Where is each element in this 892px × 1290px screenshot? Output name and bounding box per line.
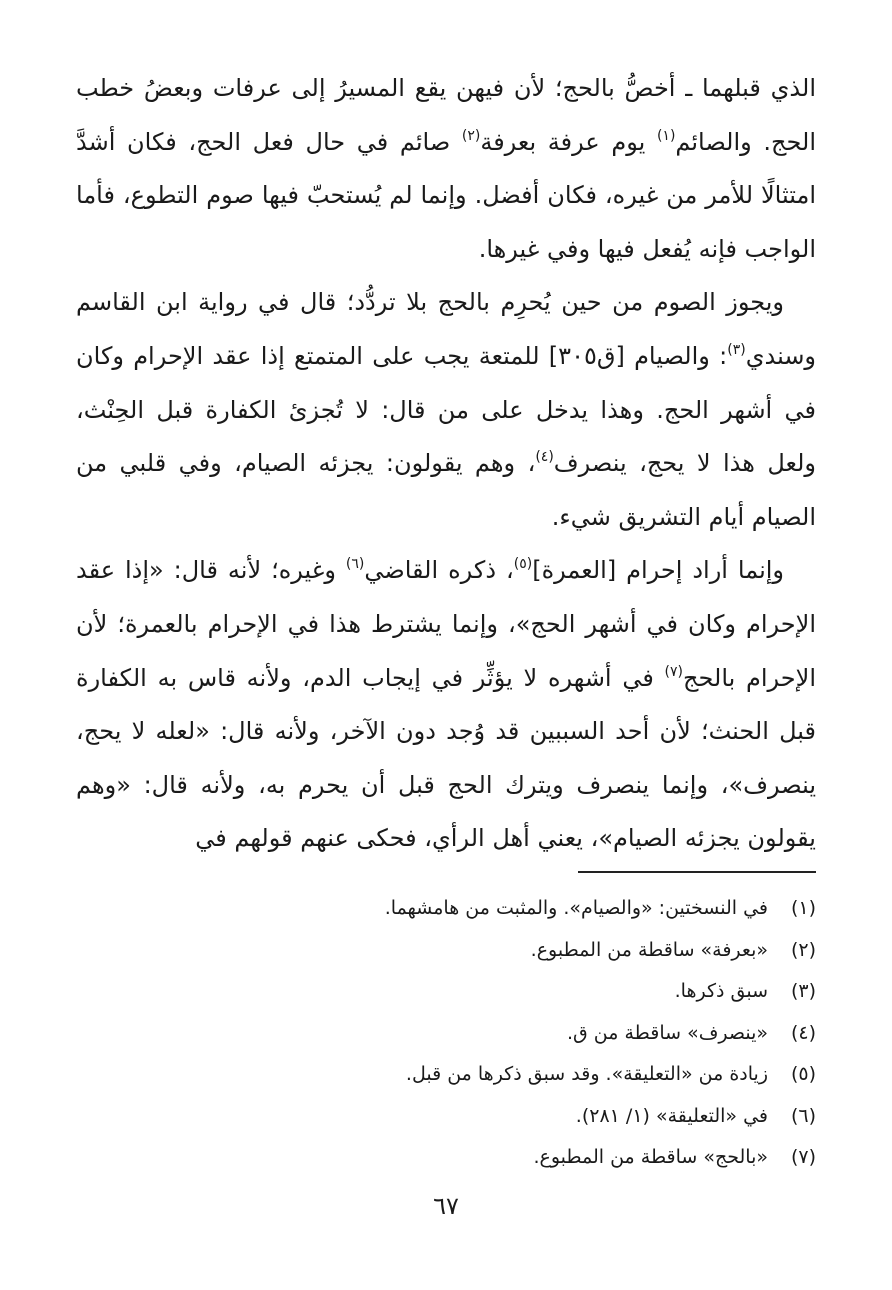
footnote-item (100, 888, 816, 930)
text-run: ويجوز الصوم من حين يُحرِم بالحج بلا تردُّد؛ قال في رواية ابن القاسم وسندي (76, 288, 817, 370)
footnotes-list (100, 888, 816, 1179)
footnote-item (100, 971, 816, 1013)
text-run: ، ذكره القاضي (364, 556, 514, 585)
footnote-ref: (٢) (461, 127, 481, 144)
footnote-ref: (٥) (513, 556, 533, 573)
footnote-text: «ينصرف» ساقطة من ق. (566, 1021, 768, 1044)
text-run: ، وهم يقولون: يجزئه الصيام، وفي قلبي من الصيام أيام التشريق شيء. (76, 449, 816, 531)
footnote-item (100, 1137, 816, 1179)
page-number: ٦٧ (433, 1192, 459, 1220)
text-run: صائم في حال فعل الحج، فكان أشدَّ امتثالًا للأمر من غيره، فكان أفضل. وإنما لم يُستحبّ فيها صوم التطوع، فأما الواجب فإنه يُفعل فيها وفي غيرها. (76, 127, 816, 263)
footnote-separator (578, 871, 816, 873)
text-run: في أشهره لا يؤثِّر في إيجاب الدم، ولأنه قاس به الكفارة قبل الحنث؛ لأن أحد السببين قد وُجد دون الآخر، ولأنه قال: «لعله لا يحج، ينصرف»، وإنما ينصرف ويترك الحج قبل أن يحرم به، ولأنه قال: «وهم يقولون يجزئه الصيام»، يعني أهل الرأي، فحكى عنهم قولهم في (76, 663, 816, 853)
footnote-item (100, 1013, 816, 1055)
footnote-text: في النسختين: «والصيام». والمثبت من هامشهما. (384, 897, 768, 919)
text-run: : والصيام [ق٣٠٥] للمتعة يجب على المتمتع إذا عقد الإحرام وكان في أشهر الحج. وهذا يدخل على من قال: لا تُجزئ الكفارة قبل الحِنْث، ولعل هذا لا يحج، ينصرف (76, 341, 817, 478)
text-run: يوم عرفة بعرفة (480, 127, 657, 156)
main-text (76, 62, 816, 866)
footnote-text: «بالحج» ساقطة من المطبوع. (533, 1146, 768, 1168)
footnote-number: (٧) (790, 1146, 816, 1168)
paragraph (76, 544, 816, 866)
footnote-number: (١) (790, 897, 816, 919)
footnote-item (100, 1054, 816, 1096)
footnote-ref: (٧) (664, 663, 684, 680)
footnote-ref: (٤) (535, 449, 554, 466)
footnote-ref: (٦) (345, 556, 365, 573)
footnote-number: (٦) (790, 1104, 816, 1127)
footnote-number: (٥) (790, 1063, 816, 1085)
paragraph (76, 276, 816, 544)
footnote-number: (٢) (790, 938, 816, 961)
text-run: وإنما أراد إحرام [العمرة] (532, 556, 785, 585)
footnote-item (100, 930, 816, 972)
paragraph (76, 62, 816, 276)
footnote-ref: (٣) (727, 341, 746, 358)
footnote-number: (٣) (790, 980, 816, 1002)
footnote-item (100, 1096, 816, 1138)
text-run: الذي قبلهما ـ أخصُّ بالحج؛ لأن فيهن يقع المسيرُ إلى عرفات وبعضُ خطب الحج. والصائم (76, 74, 816, 156)
footnote-ref: (١) (656, 127, 676, 144)
footnote-text: في «التعليقة» (١/ ٢٨١). (575, 1104, 768, 1127)
footnote-text: «بعرفة» ساقطة من المطبوع. (530, 938, 768, 961)
footnote-number: (٤) (790, 1021, 816, 1044)
footnote-text: زيادة من «التعليقة». وقد سبق ذكرها من قبل. (405, 1063, 768, 1085)
footnote-text: سبق ذكرها. (674, 980, 768, 1002)
text-run: وغيره؛ لأنه قال: «إذا عقد الإحرام وكان في أشهر الحج»، وإنما يشترط هذا في الإحرام بالعمرة؛ لأن الإحرام بالحج (76, 556, 816, 692)
